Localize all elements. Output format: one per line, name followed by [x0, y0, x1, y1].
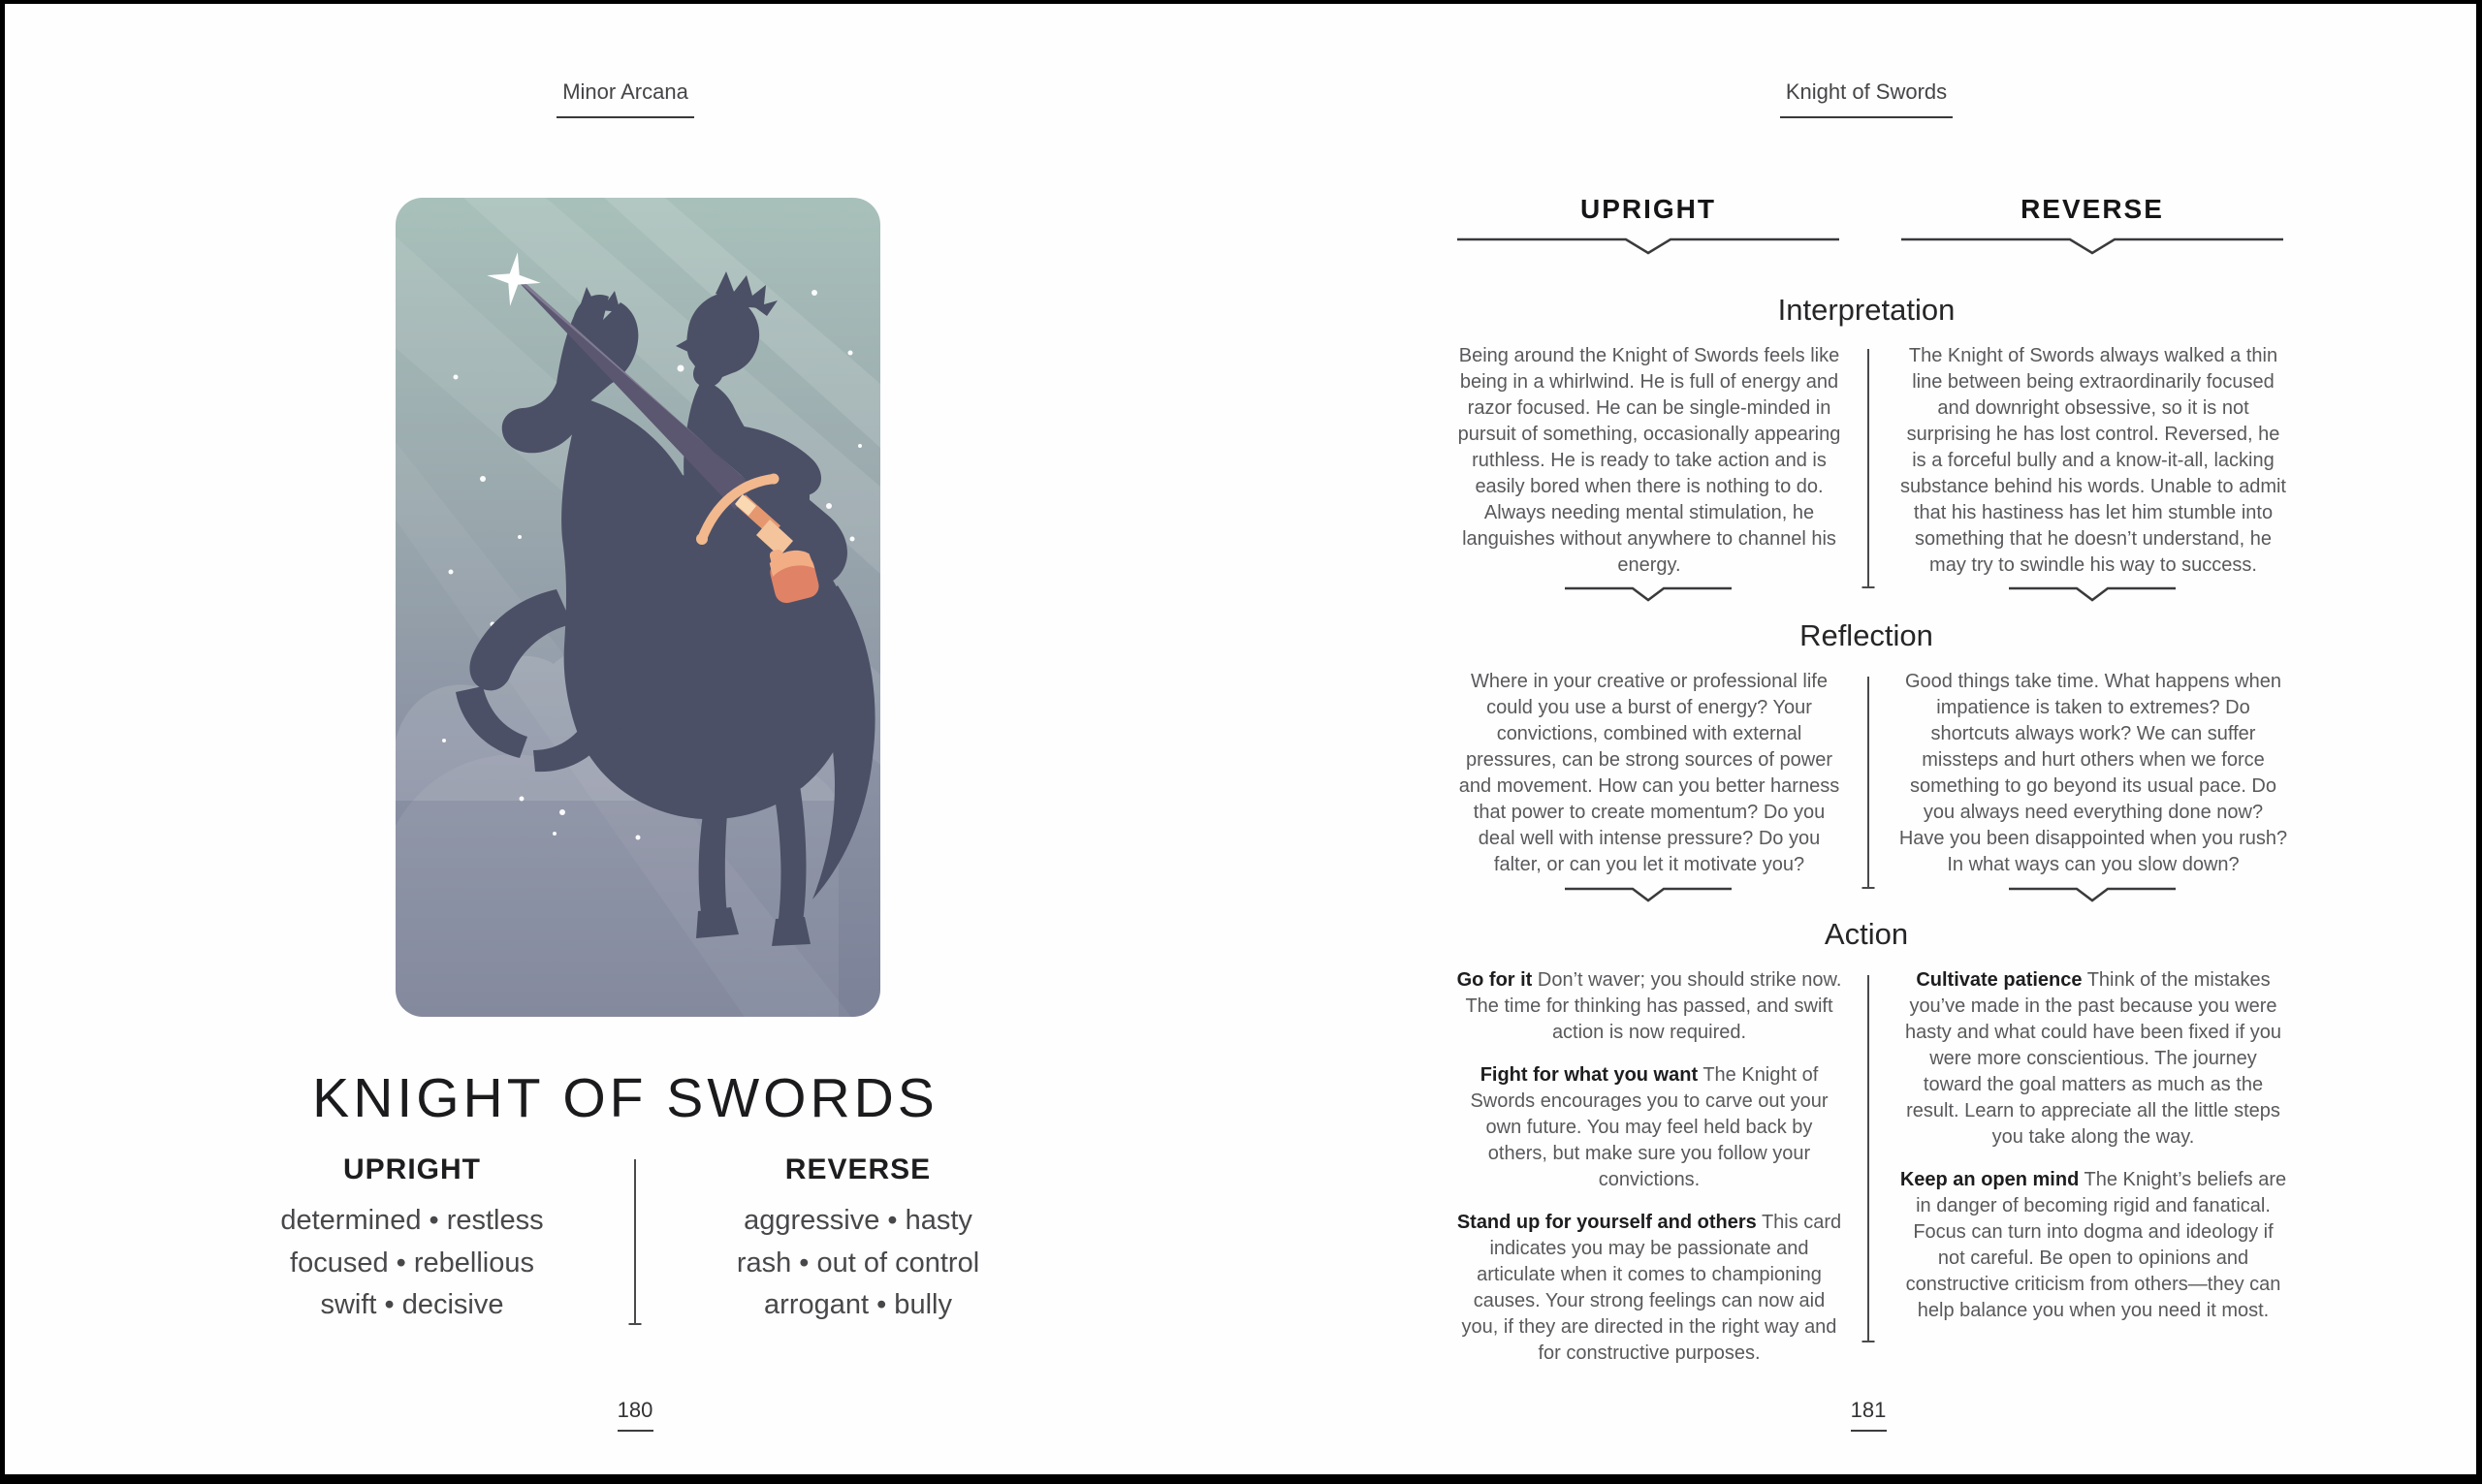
action-item-lead: Fight for what you want: [1480, 1064, 1699, 1086]
action-item: [1454, 1210, 1844, 1367]
keyword-line: rash • out of control: [736, 1247, 980, 1279]
reverse-bracket-rule: [1899, 237, 2285, 258]
page-number-right: [1810, 1398, 1926, 1432]
interpretation-heading: Interpretation: [1777, 293, 1956, 327]
section-chevron: [2007, 886, 2178, 903]
page-number-left-text: 180: [617, 1398, 653, 1422]
keywords-reverse: [625, 1153, 1091, 1327]
running-head-right-text: Knight of Swords: [1780, 79, 1953, 118]
action-item: [1898, 1167, 2288, 1324]
reflection-upright-text: Where in your creative or professional life could you use a burst of energy? Your convictions, combined with external pressures, can be strong sources of power and movement. How can you better harness that power to create momentum? Do you deal well with intense pressure? Do you falter, or can you let it motivate you?: [1458, 671, 1840, 875]
page-number-underline: [1851, 1430, 1887, 1432]
interpretation-divider: [1867, 349, 1869, 587]
reverse-label-left: REVERSE: [784, 1153, 932, 1185]
keyword-line: determined • restless: [280, 1205, 544, 1236]
running-head-right: [1246, 79, 2476, 118]
action-item-text: Don’t waver; you should strike now. The time for thinking has passed, and swift action is now required.: [1465, 969, 1842, 1043]
reflection-heading: Reflection: [1799, 618, 1933, 652]
section-chevron: [1563, 585, 1734, 603]
book-spread: [5, 4, 2476, 1474]
action-item-lead: Go for it: [1456, 969, 1533, 991]
reflection-reverse-text: Good things take time. What happens when impatience is taken to extremes? Do shortcuts always work? We can suffer missteps and hurt others when we force something to go beyond its usual pace. Do you always need everything done now? Have you been disappointed when you rush? In what ways can you slow down?: [1898, 671, 2288, 875]
action-item-text: The Knight of Swords encourages you to carve out your own future. You may feel held back by others, but make sure you follow your convictions.: [1470, 1064, 1829, 1190]
action-upright-column: [1454, 967, 1844, 1383]
action-item: [1454, 1062, 1844, 1193]
section-chevron: [1563, 886, 1734, 903]
action-item-lead: Keep an open mind: [1899, 1169, 2080, 1190]
action-divider: [1867, 975, 1869, 1342]
action-item-text: This card indicates you may be passionate and articulate when it comes to championing causes. Your strong feelings can now aid you, if they are directed in the right way and for constructive purposes.: [1461, 1212, 1842, 1364]
action-item: [1454, 967, 1844, 1046]
page-number-right-text: 181: [1850, 1398, 1887, 1422]
action-item-lead: Stand up for yourself and others: [1456, 1212, 1757, 1233]
keyword-line: swift • decisive: [320, 1289, 504, 1320]
action-reverse-column: [1898, 967, 2288, 1341]
action-heading: Action: [1824, 917, 1909, 951]
action-item-lead: Cultivate patience: [1916, 969, 2083, 991]
card-title: KNIGHT OF SWORDS: [312, 1067, 939, 1129]
upright-column-header: UPRIGHT: [1580, 194, 1716, 224]
keyword-line: focused • rebellious: [290, 1247, 534, 1279]
keyword-line: aggressive • hasty: [744, 1205, 972, 1236]
running-head-left: [5, 79, 1246, 118]
action-item: [1898, 967, 2288, 1151]
knight-card-illustration: [396, 198, 880, 1017]
upright-bracket-rule: [1455, 237, 1841, 258]
reverse-column-header: REVERSE: [2021, 194, 2164, 224]
interpretation-upright-text: Being around the Knight of Swords feels like being in a whirlwind. He is full of energy and razor focused. He can be single-minded in pursuit of something, occasionally appearing ruthless. He is ready to take action and is easily bored when there is nothing to do. Always needing mental stimulation, he languishes without anywhere to channel his energy.: [1457, 345, 1841, 576]
page-number-left: [577, 1398, 693, 1432]
action-item-text: Think of the mistakes you’ve made in the past because you were hasty and what could have been fixed if you were more conscientious. The journey toward the goal matters as much as the result. Learn to appreciate all the little steps you take along the way.: [1904, 969, 2282, 1148]
tarot-card: [396, 198, 880, 1017]
interpretation-reverse-text: The Knight of Swords always walked a thin line between being extraordinarily focused and downright obsessive, so it is not surprising he has lost control. Reversed, he is a forceful bully and a know-it-all, lacking substance behind his words. Unable to admit that his hastiness has let him stumble into something that he doesn’t understand, he may try to swindle his way to success.: [1899, 345, 2286, 576]
reflection-divider: [1867, 677, 1869, 888]
keywords-upright: [179, 1153, 645, 1327]
keyword-line: arrogant • bully: [764, 1289, 952, 1320]
running-head-left-text: Minor Arcana: [557, 79, 694, 118]
action-item-text: The Knight’s beliefs are in danger of becoming rigid and fanatical. Focus can turn into dogma and ideology if not careful. Be open to opinions and constructive criticism from others—they can help balance you when you need it most.: [1905, 1169, 2287, 1321]
section-chevron: [2007, 585, 2178, 603]
upright-label-left: UPRIGHT: [343, 1153, 481, 1185]
page-number-underline: [618, 1430, 653, 1432]
